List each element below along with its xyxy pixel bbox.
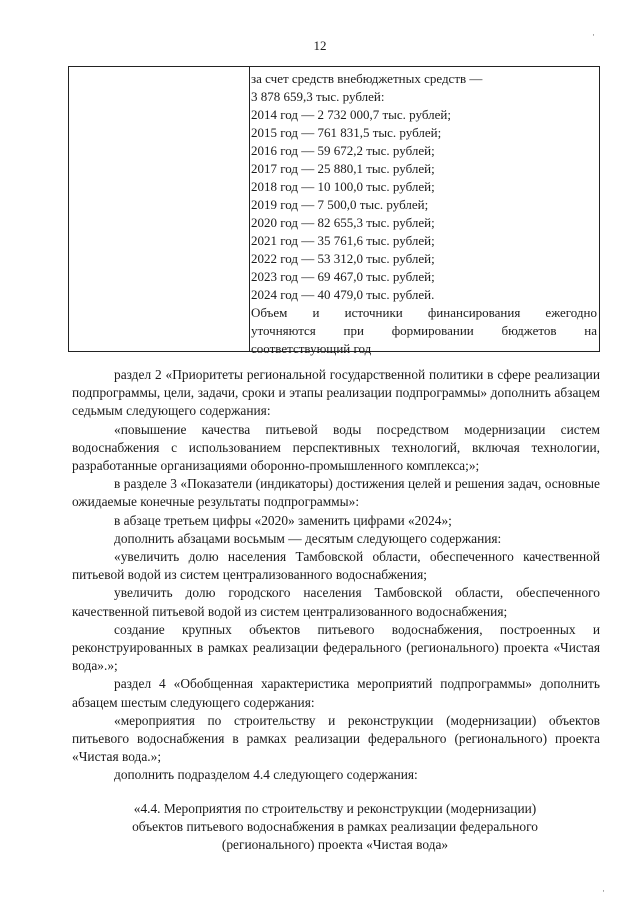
funding-line: 3 878 659,3 тыс. рублей: (251, 89, 385, 104)
funding-table (68, 66, 600, 356)
funding-line: 2023 год — 69 467,0 тыс. рублей; (251, 269, 435, 284)
funding-note-line: соответствующий год (251, 341, 372, 356)
section-heading-line: (регионального) проекта «Чистая вода» (221, 837, 449, 853)
paragraph: создание крупных объектов питьевого водоснабжения, построенных и реконструированных в рамках реализации федерального (регионального) проекта «Чистая вода».»; (72, 621, 600, 674)
paragraph: «увеличить долю населения Тамбовской области, обеспеченного качественной питьевой водой из систем централизованного водоснабжения; (72, 549, 600, 583)
paragraph: «повышение качества питьевой воды посредством модернизации систем водоснабжения с использованием перспективных технологий, включая технологии, разработанные организациями оборонно-промышленного комплекса;»; (72, 421, 600, 474)
table-cell-funding (250, 67, 599, 356)
paragraph: в абзаце третьем цифры «2020» заменить цифрами «2024»; (114, 512, 452, 528)
funding-line: 2022 год — 53 312,0 тыс. рублей; (251, 251, 435, 266)
section-heading-line: объектов питьевого водоснабжения в рамках реализации федерального (132, 819, 538, 835)
funding-note-line: Объем и источники финансирования ежегодно (251, 305, 597, 320)
funding-line: 2020 год — 82 655,3 тыс. рублей; (251, 215, 435, 230)
scan-speck: · (592, 30, 595, 40)
funding-line: за счет средств внебюджетных средств — (251, 71, 483, 86)
funding-note-line: уточняются при формировании бюджетов на (251, 323, 597, 338)
funding-line: 2016 год — 59 672,2 тыс. рублей; (251, 143, 435, 158)
body-text (72, 366, 600, 785)
page-number: 12 (313, 38, 327, 53)
paragraph: раздел 2 «Приоритеты региональной государственной политики в сфере реализации подпрограммы, цели, задачи, сроки и этапы реализации подпрограммы» дополнить абзацем седьмым следующего содержания: (72, 367, 600, 419)
scan-speck: · (602, 886, 605, 896)
funding-line: 2015 год — 761 831,5 тыс. рублей; (251, 125, 442, 140)
paragraph: увеличить долю городского населения Тамбовской области, обеспеченного качественной питьевой водой из систем централизованного водоснабжения; (72, 585, 600, 619)
funding-line: 2018 год — 10 100,0 тыс. рублей; (251, 179, 435, 194)
funding-line: 2024 год — 40 479,0 тыс. рублей. (251, 287, 435, 302)
paragraph: в разделе 3 «Показатели (индикаторы) достижения целей и решения задач, основные ожидаемые конечные результаты подпрограммы»: (72, 476, 600, 510)
table-cell-empty (69, 67, 250, 351)
section-heading (90, 800, 580, 855)
funding-line: 2014 год — 2 732 000,7 тыс. рублей; (251, 107, 451, 122)
funding-line: 2017 год — 25 880,1 тыс. рублей; (251, 161, 435, 176)
paragraph: «мероприятия по строительству и реконструкции (модернизации) объектов питьевого водоснабжения в рамках реализации федерального (регионального) проекта «Чистая вода.»; (72, 712, 600, 765)
paragraph: раздел 4 «Обобщенная характеристика мероприятий подпрограммы» дополнить абзацем шестым следующего содержания: (72, 676, 600, 710)
paragraph: дополнить подразделом 4.4 следующего содержания: (114, 767, 418, 783)
paragraph: дополнить абзацами восьмым — десятым следующего содержания: (114, 530, 502, 546)
funding-line: 2021 год — 35 761,6 тыс. рублей; (251, 233, 435, 248)
funding-line: 2019 год — 7 500,0 тыс. рублей; (251, 197, 429, 212)
section-heading-line: «4.4. Мероприятия по строительству и реконструкции (модернизации) (133, 801, 537, 816)
